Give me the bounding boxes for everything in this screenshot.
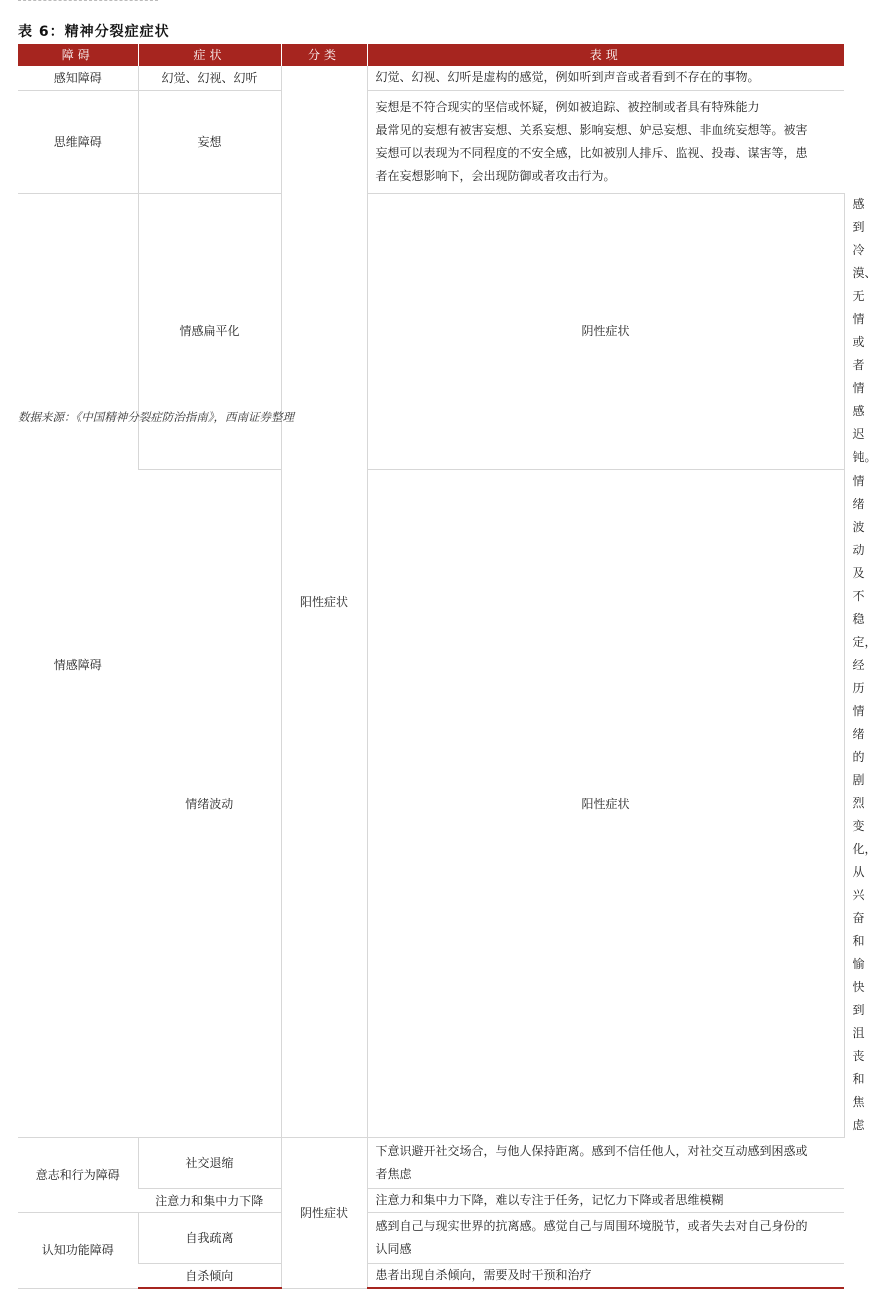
type-cell: 阳性症状 <box>367 470 844 1138</box>
manifestation-line: 下意识避开社交场合，与他人保持距离。感到不信任他人，对社交互动感到困惑或 <box>375 1144 808 1158</box>
manifestation-cell <box>367 90 844 193</box>
type-cell: 阳性症状 <box>281 66 367 1138</box>
header-row <box>18 44 844 66</box>
table-row: 情绪波动 阳性症状 情绪波动及不稳定，经历情绪的剧烈变化，从兴奋和愉快到沮丧和焦虑 <box>18 470 844 1138</box>
table-row <box>18 1189 844 1213</box>
table-row <box>18 90 844 193</box>
source-note: 数据来源：《中国精神分裂症防治指南》，西南证券整理 <box>18 410 294 424</box>
manifestation-cell <box>367 66 844 90</box>
table-title: 表 6：精神分裂症症状 <box>18 24 170 40</box>
type-cell: 阴性症状 <box>367 193 844 470</box>
table-row <box>18 1264 844 1289</box>
symptom-cell: 注意力和集中力下降 <box>138 1189 281 1213</box>
header-symptom: 症状 <box>138 44 281 66</box>
symptom-cell: 自我疏离 <box>138 1213 281 1264</box>
symptom-cell: 社交退缩 <box>138 1138 281 1189</box>
symptom-cell: 妄想 <box>138 90 281 193</box>
manifestation-cell <box>367 1138 844 1189</box>
symptoms-table <box>18 44 877 1289</box>
header-type: 分类 <box>281 44 367 66</box>
disorder-cell: 认知功能障碍 <box>18 1213 138 1289</box>
manifestation-line: 认同感 <box>375 1242 412 1256</box>
header-disorder: 障碍 <box>18 44 138 66</box>
manifestation-cell <box>367 1189 844 1213</box>
disorder-cell: 感知障碍 <box>18 66 138 90</box>
manifestation-line: 感到自己与现实世界的抗离感。感觉自己与周围环境脱节，或者失去对自己身份的 <box>375 1219 808 1233</box>
symptom-cell: 幻觉、幻视、幻听 <box>138 66 281 90</box>
manifestation-line: 注意力和集中力下降，难以专注于任务，记忆力下降或者思维模糊 <box>375 1193 724 1207</box>
manifestation-line: 妄想可以表现为不同程度的不安全感，比如被别人排斥、监视、投毒、谋害等，患 <box>375 145 808 160</box>
manifestation-line: 者在妄想影响下，会出现防御或者攻击行为。 <box>375 168 616 183</box>
table-row <box>18 1138 844 1189</box>
manifestation-line: 妄想是不符合现实的坚信或怀疑，例如被追踪、被控制或者具有特殊能力 <box>375 99 760 114</box>
manifestation-cell <box>367 1213 844 1264</box>
manifestation-line: 幻觉、幻视、幻听是虚构的感觉，例如听到声音或者看到不存在的事物。 <box>375 70 760 85</box>
header-manifestation: 表现 <box>367 44 844 66</box>
disorder-cell: 思维障碍 <box>18 90 138 193</box>
symptom-cell: 情感扁平化 <box>138 193 281 470</box>
manifestation-line: 者焦虑 <box>375 1167 412 1181</box>
disorder-cell: 意志和行为障碍 <box>18 1138 138 1213</box>
manifestation-line: 最常见的妄想有被害妄想、关系妄想、影响妄想、妒忌妄想、非血统妄想等。被害 <box>375 122 808 137</box>
symptom-cell: 情绪波动 <box>138 470 281 1138</box>
top-divider <box>18 0 158 3</box>
symptom-cell: 自杀倾向 <box>138 1264 281 1289</box>
type-cell: 阴性症状 <box>281 1138 367 1289</box>
table-row <box>18 66 844 90</box>
table-row <box>18 1213 844 1264</box>
table-row: 情感障碍 情感扁平化 阴性症状 感到冷漠、无情或者情感迟钝。 <box>18 193 844 470</box>
disorder-cell: 情感障碍 <box>18 193 138 1138</box>
manifestation-cell <box>367 1264 844 1289</box>
manifestation-line: 患者出现自杀倾向，需要及时干预和治疗 <box>375 1268 592 1282</box>
